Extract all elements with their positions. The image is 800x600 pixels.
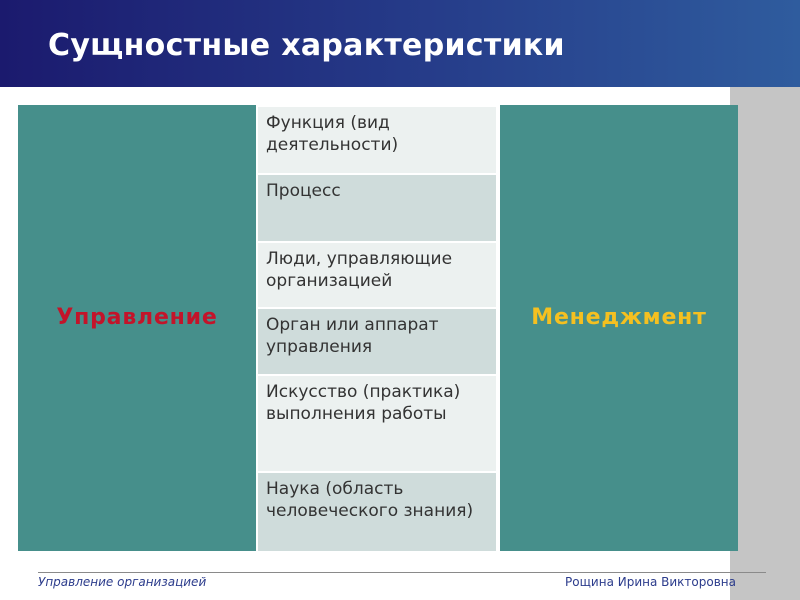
footer-divider — [38, 572, 766, 573]
right-term-label: Менеджмент — [531, 305, 707, 330]
side-strip — [730, 87, 800, 600]
slide-title: Сущностные характеристики — [48, 28, 565, 63]
characteristic-item: Наука (область человеческого знания) — [258, 473, 496, 551]
characteristic-item: Процесс — [258, 175, 496, 241]
characteristic-item: Люди, управляющие организацией — [258, 243, 496, 307]
footer-author: Рощина Ирина Викторовна — [565, 575, 736, 589]
footer-course-title: Управление организацией — [38, 575, 207, 589]
characteristic-item: Искусство (практика) выполнения работы — [258, 376, 496, 471]
characteristic-item: Орган или аппарат управления — [258, 309, 496, 374]
left-term-label: Управление — [56, 305, 218, 330]
characteristic-item: Функция (вид деятельности) — [258, 107, 496, 173]
slide-header — [0, 0, 800, 87]
